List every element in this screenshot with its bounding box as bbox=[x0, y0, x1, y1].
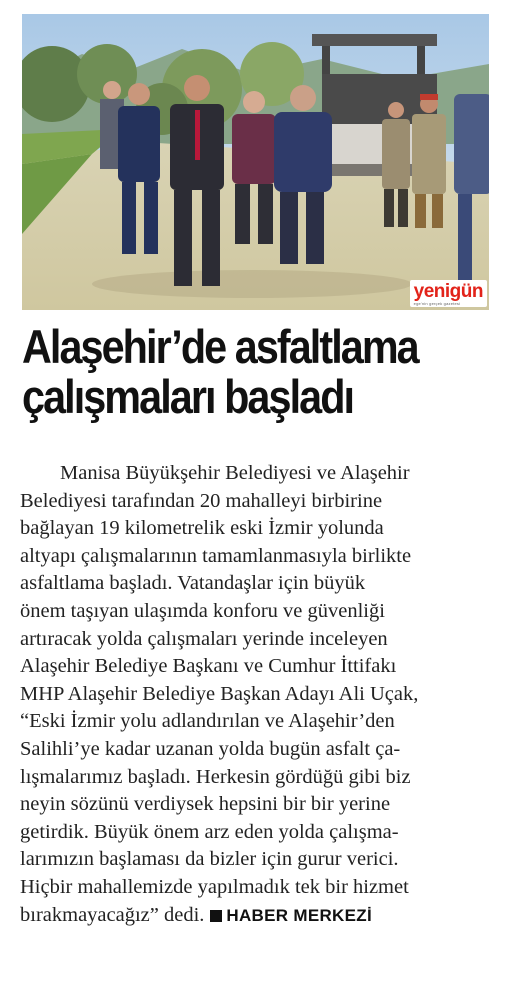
logo-wordmark: yenigün bbox=[413, 281, 483, 302]
body-line: Hiçbir mahallemizde yapılmadık tek bir hizmet bbox=[20, 875, 409, 898]
body-line: bağlayan 19 kilometrelik eski İzmir yolunda bbox=[20, 517, 384, 540]
body-line: larımızın başlaması da bizler için gurur verici. bbox=[20, 848, 399, 871]
byline: HABER MERKEZİ bbox=[226, 905, 372, 925]
article-photo bbox=[22, 14, 489, 310]
newspaper-logo bbox=[410, 280, 487, 307]
body-line: bırakmayacağız” dedi. bbox=[20, 903, 205, 926]
body-line: artıracak yolda çalışmaları yerinde inceleyen bbox=[20, 627, 388, 650]
body-line: getirdik. Büyük önem arz eden yolda çalışma- bbox=[20, 820, 399, 843]
body-last-line bbox=[20, 902, 494, 930]
body-line: asfaltlama başladı. Vatandaşlar için büyük bbox=[20, 572, 366, 595]
body-line: “Eski İzmir yolu adlandırılan ve Alaşehir’den bbox=[20, 710, 395, 733]
body-line: önem taşıyan ulaşımda konforu ve güvenliği bbox=[20, 599, 385, 622]
logo-tagline: ege'nin gerçek gazetesi bbox=[413, 301, 461, 306]
headline-line: Alaşehir’de asfaltlama bbox=[22, 320, 418, 373]
body-line: neyin sözünü verdiysek hepsini bir bir yerine bbox=[20, 793, 391, 816]
body-line: Alaşehir Belediye Başkanı ve Cumhur İttifakı bbox=[20, 655, 397, 678]
body-line: Belediyesi tarafından 20 mahalleyi birbirine bbox=[20, 489, 383, 512]
article-headline bbox=[22, 322, 436, 422]
body-line: altyapı çalışmalarının tamamlanmasıyla birlikte bbox=[20, 544, 412, 567]
body-line: Manisa Büyükşehir Belediyesi ve Alaşehir bbox=[60, 462, 410, 484]
square-bullet-icon bbox=[210, 910, 222, 922]
body-line: Salihli’ye kadar uzanan yolda bugün asfalt ça- bbox=[20, 737, 401, 760]
article-body bbox=[20, 460, 494, 929]
body-line: lışmalarımız başladı. Herkesin gördüğü gibi biz bbox=[20, 765, 411, 788]
photo-scene bbox=[22, 14, 489, 310]
body-line: MHP Alaşehir Belediye Başkan Adayı Ali Uçak, bbox=[20, 682, 419, 705]
headline-line: çalışmaları başladı bbox=[22, 370, 354, 423]
